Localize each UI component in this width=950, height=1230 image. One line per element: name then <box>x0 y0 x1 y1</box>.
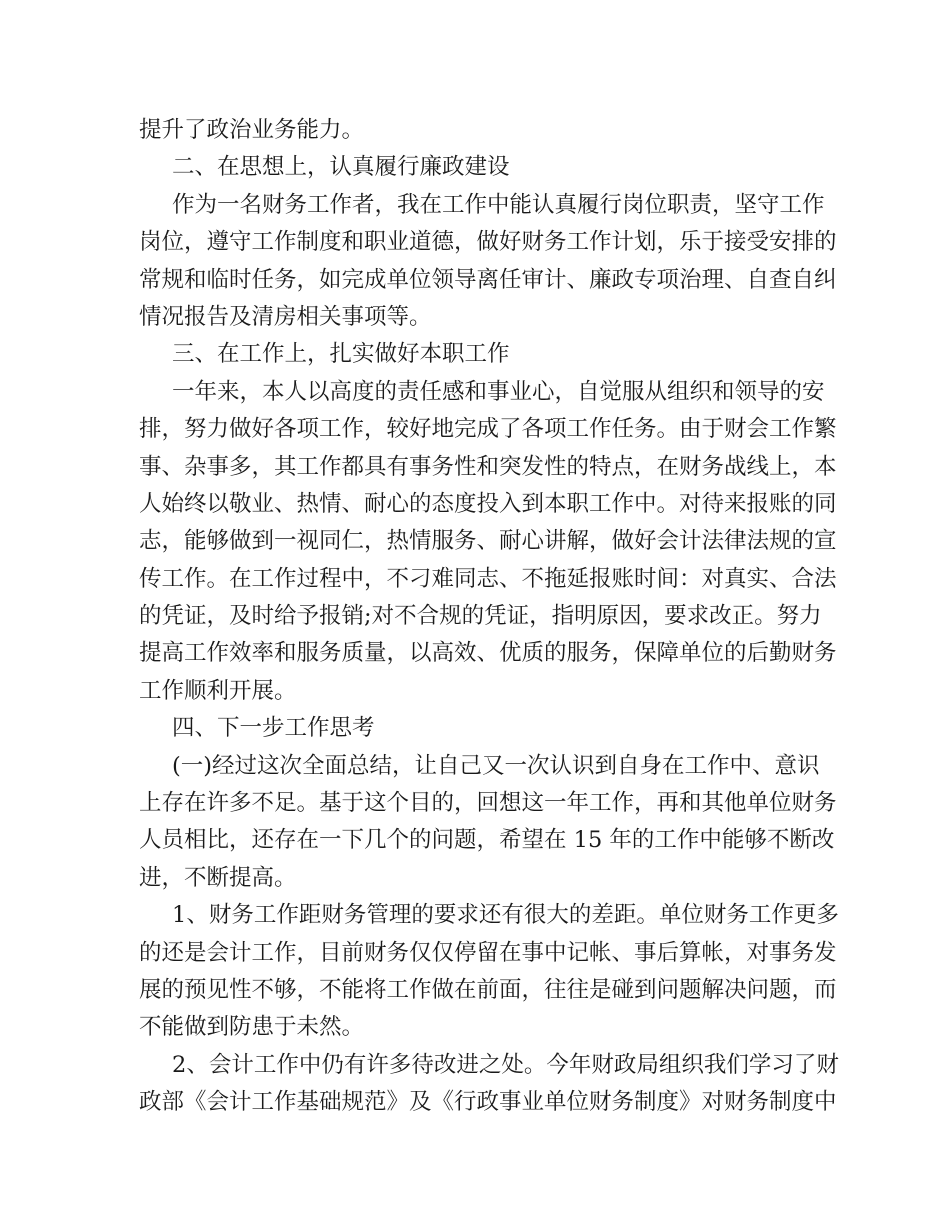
text-line: 常规和临时任务，如完成单位领导离任审计、廉政专项治理、自查自纠 <box>139 266 837 293</box>
text-line: 排，努力做好各项工作，较好地完成了各项工作任务。由于财会工作繁 <box>139 416 837 443</box>
text-line: 一年来，本人以高度的责任感和事业心，自觉服从组织和领导的安 <box>172 378 825 405</box>
text-line: 1、财务工作距财务管理的要求还有很大的差距。单位财务工作更多 <box>172 902 839 929</box>
text-line: 2、会计工作中仍有许多待改进之处。今年财政局组织我们学习了财 <box>172 1051 839 1078</box>
text-line: (一)经过这次全面总结，让自己又一次认识到自身在工作中、意识 <box>172 752 820 779</box>
text-line: 作为一名财务工作者，我在工作中能认真履行岗位职责，坚守工作 <box>172 191 825 218</box>
text-line: 工作顺利开展。 <box>139 677 297 704</box>
section-heading: 二、在思想上，认真履行廉政建设 <box>172 154 510 181</box>
text-line: 志，能够做到一视同仁，热情服务、耐心讲解，做好会计法律法规的宣 <box>139 528 837 555</box>
document-body <box>139 112 839 1122</box>
text-line: 提升了政治业务能力。 <box>139 117 365 143</box>
text-line: 的凭证，及时给予报销;对不合规的凭证，指明原因，要求改正。努力 <box>139 603 822 630</box>
text-line: 展的预见性不够，不能将工作做在前面，往往是碰到问题解决问题，而 <box>139 976 837 1003</box>
text-line: 政部《会计工作基础规范》及《行政事业单位财务制度》对财务制度中 <box>139 1089 837 1116</box>
text-line: 的还是会计工作，目前财务仅仅停留在事中记帐、事后算帐，对事务发 <box>139 939 837 966</box>
text-line: 人员相比，还存在一下几个的问题，希望在 15 年的工作中能够不断改 <box>139 827 835 854</box>
text-line: 岗位，遵守工作制度和职业道德，做好财务工作计划，乐于接受安排的 <box>139 229 837 256</box>
text-line: 提高工作效率和服务质量，以高效、优质的服务，保障单位的后勤财务 <box>139 640 837 667</box>
text-line: 人始终以敬业、热情、耐心的态度投入到本职工作中。对待来报账的同 <box>139 490 837 517</box>
section-heading: 三、在工作上，扎实做好本职工作 <box>172 341 510 368</box>
section-heading: 四、下一步工作思考 <box>172 715 375 742</box>
text-line: 事、杂事多，其工作都具有事务性和突发性的特点，在财务战线上，本 <box>139 453 837 480</box>
text-line: 进，不断提高。 <box>139 864 297 891</box>
text-line: 不能做到防患于未然。 <box>139 1014 365 1041</box>
text-line: 传工作。在工作过程中，不刁难同志、不拖延报账时间：对真实、合法 <box>139 565 837 592</box>
text-line: 上存在许多不足。基于这个目的，回想这一年工作，再和其他单位财务 <box>139 790 837 817</box>
text-line: 情况报告及清房相关事项等。 <box>139 303 432 330</box>
